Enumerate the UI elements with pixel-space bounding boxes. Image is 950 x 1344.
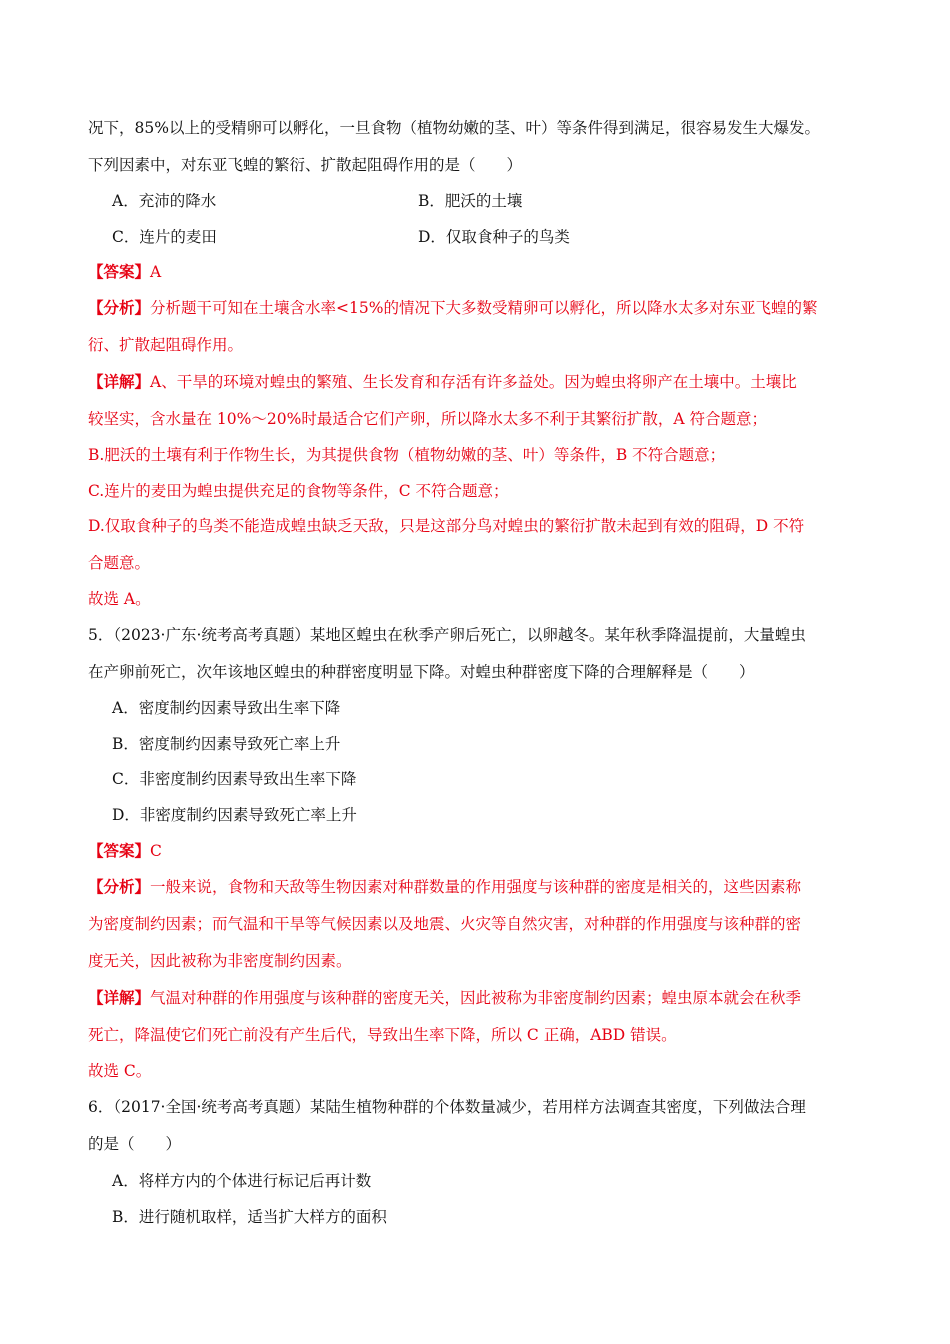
q4-stem-question: 下列因素中，对东亚飞蝗的繁衍、扩散起阻碍作用的是（ ） bbox=[88, 156, 523, 174]
answer-tag: 【答案】 bbox=[88, 262, 151, 281]
q4-analysis-line-1 bbox=[88, 298, 817, 318]
analysis-tag: 【分析】 bbox=[88, 877, 151, 896]
detail-text: 气温对种群的作用强度与该种群的密度无关，因此被称为非密度制约因素；蝗虫原本就会在秋季 bbox=[150, 989, 802, 1007]
q6-stem-line-1: 6．（2017·全国·统考高考真题）某陆生植物种群的个体数量减少，若用样方法调查其密度，下列做法合理 bbox=[88, 1098, 806, 1116]
q5-option-d: D．非密度制约因素导致死亡率上升 bbox=[112, 806, 357, 824]
q5-detail-line-1 bbox=[88, 988, 801, 1008]
q4-detail-line-4: C.连片的麦田为蝗虫提供充足的食物等条件，C 不符合题意； bbox=[88, 482, 509, 500]
analysis-text: 一般来说，食物和天敌等生物因素对种群数量的作用强度与该种群的密度是相关的，这些因素称 bbox=[150, 878, 802, 896]
detail-tag: 【详解】 bbox=[88, 372, 151, 391]
q5-stem-line-1: 5．（2023·广东·统考高考真题）某地区蝗虫在秋季产卵后死亡，以卵越冬。某年秋季降温提前，大量蝗虫 bbox=[88, 626, 806, 644]
q5-option-a: A．密度制约因素导致出生率下降 bbox=[112, 699, 341, 717]
q5-answer bbox=[88, 841, 162, 861]
answer-value: C bbox=[150, 842, 162, 860]
q5-analysis-line-2: 为密度制约因素；而气温和干旱等气候因素以及地震、火灾等自然灾害，对种群的作用强度与该种群的密 bbox=[88, 915, 802, 933]
q4-detail-line-3: B.肥沃的土壤有利于作物生长，为其提供食物（植物幼嫩的茎、叶）等条件，B 不符合题意； bbox=[88, 446, 726, 464]
q4-detail-line-2: 较坚实，含水量在 10%～20%时最适合它们产卵，所以降水太多不利于其繁衍扩散，A 符合题意； bbox=[88, 410, 767, 428]
q5-option-c: C．非密度制约因素导致出生率下降 bbox=[112, 770, 357, 788]
q5-analysis-line-1 bbox=[88, 877, 801, 897]
detail-tag: 【详解】 bbox=[88, 988, 151, 1007]
q5-detail-line-2: 死亡，降温使它们死亡前没有产生后代，导致出生率下降，所以 C 正确，ABD 错误。 bbox=[88, 1026, 677, 1044]
q4-stem-continuation: 况下，85%以上的受精卵可以孵化，一旦食物（植物幼嫩的茎、叶）等条件得到满足，很容易发生大爆发。 bbox=[88, 119, 820, 137]
q4-option-a: A．充沛的降水 bbox=[112, 192, 217, 210]
q6-option-b: B．进行随机取样，适当扩大样方的面积 bbox=[112, 1208, 387, 1226]
analysis-tag: 【分析】 bbox=[88, 298, 151, 317]
q5-option-b: B．密度制约因素导致死亡率上升 bbox=[112, 735, 341, 753]
answer-value: A bbox=[150, 263, 162, 281]
analysis-text: 分析题干可知在土壤含水率<15%的情况下大多数受精卵可以孵化，所以降水太多对东亚飞蝗的繁 bbox=[150, 299, 818, 317]
q6-stem-line-2: 的是（ ） bbox=[88, 1135, 182, 1153]
q4-conclusion: 故选 A。 bbox=[88, 590, 151, 608]
q4-detail-line-6: 合题意。 bbox=[88, 554, 151, 572]
q5-stem-line-2: 在产卵前死亡，次年该地区蝗虫的种群密度明显下降。对蝗虫种群密度下降的合理解释是（ ） bbox=[88, 663, 755, 681]
q5-analysis-line-3: 度无关，因此被称为非密度制约因素。 bbox=[88, 952, 352, 970]
q4-option-d: D．仅取食种子的鸟类 bbox=[418, 228, 570, 246]
q4-option-b: B．肥沃的土壤 bbox=[418, 192, 523, 210]
answer-tag: 【答案】 bbox=[88, 841, 151, 860]
q4-detail-line-5: D.仅取食种子的鸟类不能造成蝗虫缺乏天敌，只是这部分鸟对蝗虫的繁衍扩散未起到有效的阻碍，D 不符 bbox=[88, 517, 805, 535]
q6-option-a: A．将样方内的个体进行标记后再计数 bbox=[112, 1172, 372, 1190]
q5-conclusion: 故选 C。 bbox=[88, 1062, 152, 1080]
q4-answer bbox=[88, 262, 161, 282]
detail-text: A、干旱的环境对蝗虫的繁殖、生长发育和存活有许多益处。因为蝗虫将卵产在土壤中。土壤比 bbox=[150, 373, 797, 391]
q4-analysis-line-2: 衍、扩散起阻碍作用。 bbox=[88, 336, 244, 354]
q4-detail-line-1 bbox=[88, 372, 797, 392]
q4-option-c: C．连片的麦田 bbox=[112, 228, 217, 246]
